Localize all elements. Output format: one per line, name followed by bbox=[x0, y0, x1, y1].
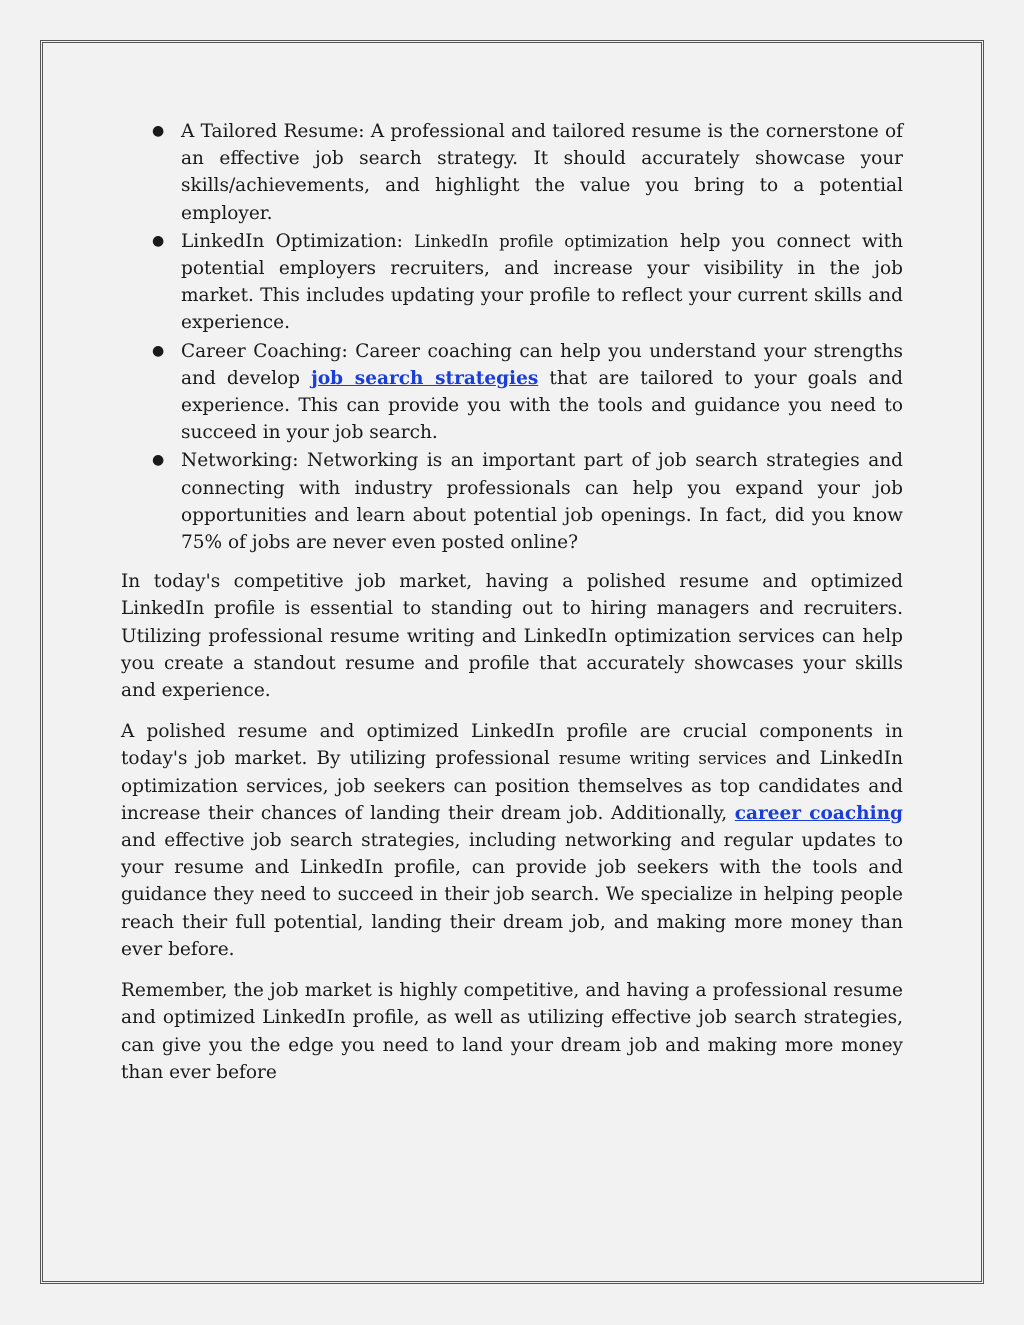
bullet-text-before: Career coaching can help you understand your strengths and develop bbox=[181, 340, 904, 389]
paragraph-remember: Remember, the job market is highly competitive, and having a professional resume and optimized LinkedIn profile, as well as utilizing effective job search strategies, can give you the edge you need to land your dream job and making more money than ever before bbox=[121, 980, 903, 1083]
bullet-small-text: LinkedIn profile optimization bbox=[414, 231, 669, 251]
bullet-icon: ● bbox=[152, 452, 165, 469]
paragraph-small-text: resume writing services bbox=[558, 749, 767, 769]
bullet-item-tailored-resume bbox=[121, 118, 903, 227]
bullet-text-after: that are tailored to your goals and experience. This can provide you with the tools and guidance you need to succeed in your job search. bbox=[181, 367, 903, 444]
career-coaching-link[interactable]: career coaching bbox=[734, 802, 903, 824]
bullet-heading: Networking: bbox=[181, 450, 299, 472]
bullet-icon: ● bbox=[152, 123, 165, 139]
bullet-heading: Career Coaching: bbox=[181, 340, 348, 362]
bullet-item-networking bbox=[121, 447, 903, 556]
bullet-text: A professional and tailored resume is the cornerstone of an effective job search strategy. It should accurately showcase your skills/achievements, and highlight the value you bring to a potential employer. bbox=[181, 121, 903, 224]
bullet-item-career-coaching bbox=[121, 338, 903, 447]
bullet-icon: ● bbox=[152, 232, 165, 249]
bullet-icon: ● bbox=[152, 342, 165, 359]
bullet-heading: A Tailored Resume: bbox=[181, 121, 365, 142]
paragraph-text: and effective job search strategies, including networking and regular updates to your resume and LinkedIn profile, can provide job seekers with the tools and guidance they need to succeed in their job search. We specialize in helping people reach their full potential, landing their dream job, and making more money than ever before. bbox=[121, 830, 903, 960]
bullet-list bbox=[121, 118, 903, 556]
bullet-heading: LinkedIn Optimization: bbox=[181, 230, 403, 252]
bullet-text: help you connect with potential employers recruiters, and increase your visibility in the job market. This includes updating your profile to reflect your current skills and experience. bbox=[181, 230, 903, 334]
paragraph-polished-resume bbox=[121, 718, 903, 963]
bullet-text: Networking is an important part of job search strategies and connecting with industry professionals can help you expand your job opportunities and learn about potential job openings. In fact, did you know 75% of jobs are never even posted online? bbox=[181, 450, 903, 554]
job-search-strategies-link[interactable]: job search strategies bbox=[311, 367, 539, 389]
paragraph-text: and LinkedIn optimization services, job seekers can position themselves as top candidates and increase their chances of landing their dream job. Additionally, bbox=[121, 748, 903, 824]
paragraph-text: A polished resume and optimized LinkedIn profile are crucial components in today's job market. By utilizing professional bbox=[121, 721, 903, 770]
bullet-item-linkedin-optimization bbox=[121, 228, 903, 337]
paragraph-competitive-market: In today's competitive job market, having a polished resume and optimized LinkedIn profile is essential to standing out to hiring managers and recruiters. Utilizing professional resume writing and LinkedIn optimization services can help you create a standout resume and profile that accurately showcases your skills and experience. bbox=[121, 571, 903, 702]
document-body bbox=[121, 118, 903, 1100]
